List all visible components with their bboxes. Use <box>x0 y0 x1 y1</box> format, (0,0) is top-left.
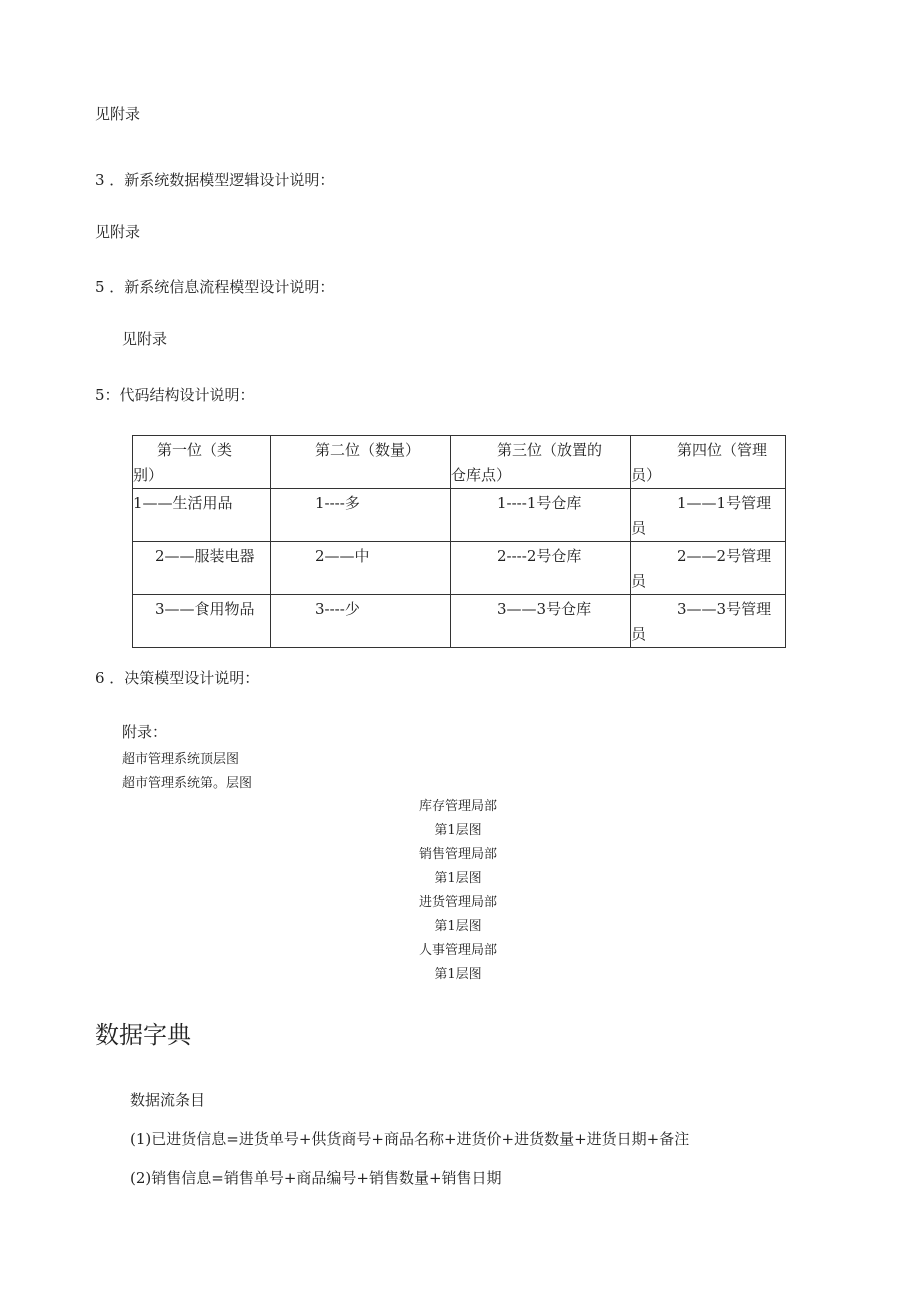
dictionary-entry: (2)销售信息=销售单号+商品编号+销售数量+销售日期 <box>130 1169 502 1187</box>
table-cell: 2----2号仓库 <box>451 542 631 595</box>
appendix-item: 超市管理系统顶层图 <box>122 752 240 767</box>
table-header-cell: 第一位（类 别） <box>133 436 271 489</box>
see-appendix-text: 见附录 <box>95 223 141 241</box>
appendix-label: 附录： <box>122 723 168 741</box>
appendix-item: 超市管理系统第。层图 <box>122 776 253 791</box>
table-header-row <box>133 436 786 489</box>
dictionary-subheading: 数据流条目 <box>130 1091 206 1109</box>
diagram-caption: 第1层图 <box>434 919 482 934</box>
table-cell: 1----多 <box>271 489 451 542</box>
table-cell: 2——2号管理 员 <box>631 542 786 595</box>
table-cell: 3----少 <box>271 595 451 648</box>
table-cell: 2——中 <box>271 542 451 595</box>
table-row <box>133 489 786 542</box>
section-heading-5b: 5：代码结构设计说明： <box>95 386 255 404</box>
diagram-caption: 库存管理局部 <box>418 799 497 814</box>
table-header-cell: 第三位（放置的 仓库点） <box>451 436 631 489</box>
dictionary-entry: (1)已进货信息=进货单号+供货商号+商品名称+进货价+进货数量+进货日期+备注 <box>130 1130 690 1148</box>
code-structure-table <box>132 435 786 648</box>
see-appendix-text: 见附录 <box>95 105 141 123</box>
page-title: 数据字典 <box>95 1021 191 1049</box>
table-cell: 3——食用物品 <box>133 595 271 648</box>
see-appendix-text: 见附录 <box>122 330 168 348</box>
table-cell: 1----1号仓库 <box>451 489 631 542</box>
section-heading-6: 6 ．决策模型设计说明： <box>95 669 260 687</box>
table-header-cell: 第四位（管理 员） <box>631 436 786 489</box>
table-row <box>133 595 786 648</box>
diagram-caption: 第1层图 <box>434 967 482 982</box>
table-cell: 3——3号管理 员 <box>631 595 786 648</box>
diagram-caption: 第1层图 <box>434 823 482 838</box>
diagram-caption: 人事管理局部 <box>418 943 497 958</box>
table-cell: 1——生活用品 <box>133 489 271 542</box>
table-cell: 1——1号管理 员 <box>631 489 786 542</box>
diagram-caption: 销售管理局部 <box>418 847 497 862</box>
table-header-cell: 第二位（数量） <box>271 436 451 489</box>
section-heading-5a: 5 ．新系统信息流程模型设计说明： <box>95 278 335 296</box>
table-cell: 2——服装电器 <box>133 542 271 595</box>
diagram-caption: 第1层图 <box>434 871 482 886</box>
table-row <box>133 542 786 595</box>
diagram-caption: 进货管理局部 <box>418 895 497 910</box>
section-heading-3: 3 ．新系统数据模型逻辑设计说明： <box>95 171 335 189</box>
table-cell: 3——3号仓库 <box>451 595 631 648</box>
